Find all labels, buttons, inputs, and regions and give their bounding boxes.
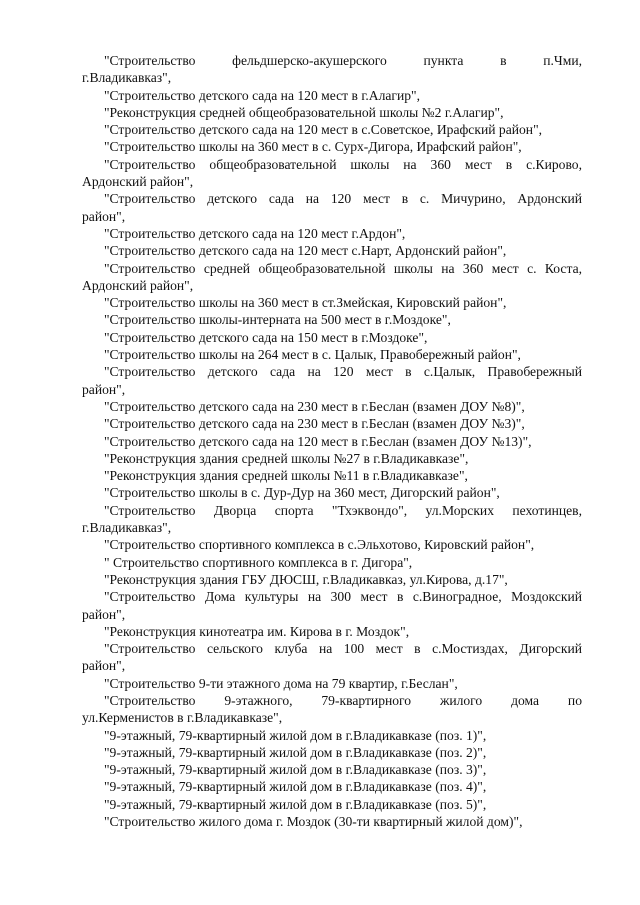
text-line: район",: [82, 606, 126, 622]
text-line: "Строительство детского сада на 120 мест г.Ардон",: [104, 225, 406, 241]
text-line: "Строительство спортивного комплекса в с.Эльхотово, Кировский район",: [104, 537, 535, 553]
text-line: "Строительство школы на 264 мест в с. Цалык, Правобережный район",: [104, 347, 521, 363]
text-line: "9-этажный, 79-квартирный жилой дом в г.Владикавказе (поз. 4)",: [104, 779, 487, 795]
text-line: "Строительство сельского клуба на 100 мест в с.Мостиздах, Дигорский: [104, 641, 582, 657]
text-line: г.Владикавказ",: [82, 520, 172, 536]
text-line: "Строительство детского сада на 150 мест в г.Моздоке",: [104, 329, 428, 345]
text-line: район",: [82, 208, 126, 224]
text-line: "Реконструкция кинотеатра им. Кирова в г. Моздок",: [104, 623, 410, 639]
text-line: "Строительство школы-интерната на 500 мест в г.Моздоке",: [104, 312, 451, 328]
text-line: "Строительство детского сада на 120 мест в с.Советское, Ирафский район",: [104, 122, 543, 138]
text-line: Ардонский район",: [82, 277, 194, 293]
text-line: "Строительство школы в с. Дур-Дур на 360 мест, Дигорский район",: [104, 485, 500, 501]
text-line: "Строительство детского сада на 120 мест в г.Беслан (взамен ДОУ №13)",: [104, 433, 532, 449]
text-line: "9-этажный, 79-квартирный жилой дом в г.Владикавказе (поз. 1)",: [104, 727, 487, 743]
text-line: "Строительство фельдшерско-акушерского пункта в п.Чми,: [104, 53, 582, 68]
text-line: "Строительство детского сада на 230 мест в г.Беслан (взамен ДОУ №8)",: [104, 398, 525, 414]
text-line: "Строительство детского сада на 120 мест в с.Цалык, Правобережный: [104, 364, 582, 380]
text-line: "9-этажный, 79-квартирный жилой дом в г.Владикавказе (поз. 5)",: [104, 796, 487, 812]
text-line: "Строительство детского сада на 230 мест в г.Беслан (взамен ДОУ №3)",: [104, 416, 525, 432]
text-line: район",: [82, 381, 126, 397]
text-line: "Реконструкция здания средней школы №11 в г.Владикавказе",: [104, 468, 468, 484]
text-line: "Строительство средней общеобразовательной школы на 360 мест с. Коста,: [104, 260, 582, 276]
text-line: "Реконструкция здания средней школы №27 в г.Владикавказе",: [104, 450, 469, 466]
text-line: "Строительство 9-этажного, 79-квартирного жилого дома по: [104, 692, 582, 708]
text-line: "Строительство жилого дома г. Моздок (30-ти квартирный жилой дом)",: [104, 814, 523, 830]
text-line: "Строительство детского сада на 120 мест в г.Алагир",: [104, 87, 421, 103]
text-line: "Строительство Дворца спорта "Тхэквондо", ул.Морских пехотинцев,: [104, 502, 582, 518]
text-line: "Строительство Дома культуры на 300 мест в с.Виноградное, Моздокский: [104, 589, 582, 605]
text-line: район",: [82, 658, 126, 674]
text-line: ул.Керменистов в г.Владикавказе",: [82, 710, 283, 726]
text-line: "Строительство общеобразовательной школы на 360 мест в с.Кирово,: [104, 156, 582, 172]
text-line: "Строительство 9-ти этажного дома на 79 квартир, г.Беслан",: [104, 675, 458, 691]
document-text: [82, 52, 582, 830]
text-line: " Строительство спортивного комплекса в г. Дигора",: [104, 554, 413, 570]
text-line: г.Владикавказ",: [82, 70, 172, 86]
text-line: "Реконструкция здания ГБУ ДЮСШ, г.Владикавказ, ул.Кирова, д.17",: [104, 571, 508, 587]
text-line: "Реконструкция средней общеобразовательной школы №2 г.Алагир",: [104, 104, 504, 120]
text-line: "Строительство детского сада на 120 мест в с. Мичурино, Ардонский: [104, 191, 582, 207]
text-line: "Строительство школы на 360 мест в с. Сурх-Дигора, Ирафский район",: [104, 139, 522, 155]
text-line: "Строительство детского сада на 120 мест с.Нарт, Ардонский район",: [104, 243, 507, 259]
text-line: "9-этажный, 79-квартирный жилой дом в г.Владикавказе (поз. 3)",: [104, 762, 487, 778]
text-line: Ардонский район",: [82, 174, 194, 190]
text-line: "9-этажный, 79-квартирный жилой дом в г.Владикавказе (поз. 2)",: [104, 744, 487, 760]
text-line: "Строительство школы на 360 мест в ст.Змейская, Кировский район",: [104, 295, 507, 311]
